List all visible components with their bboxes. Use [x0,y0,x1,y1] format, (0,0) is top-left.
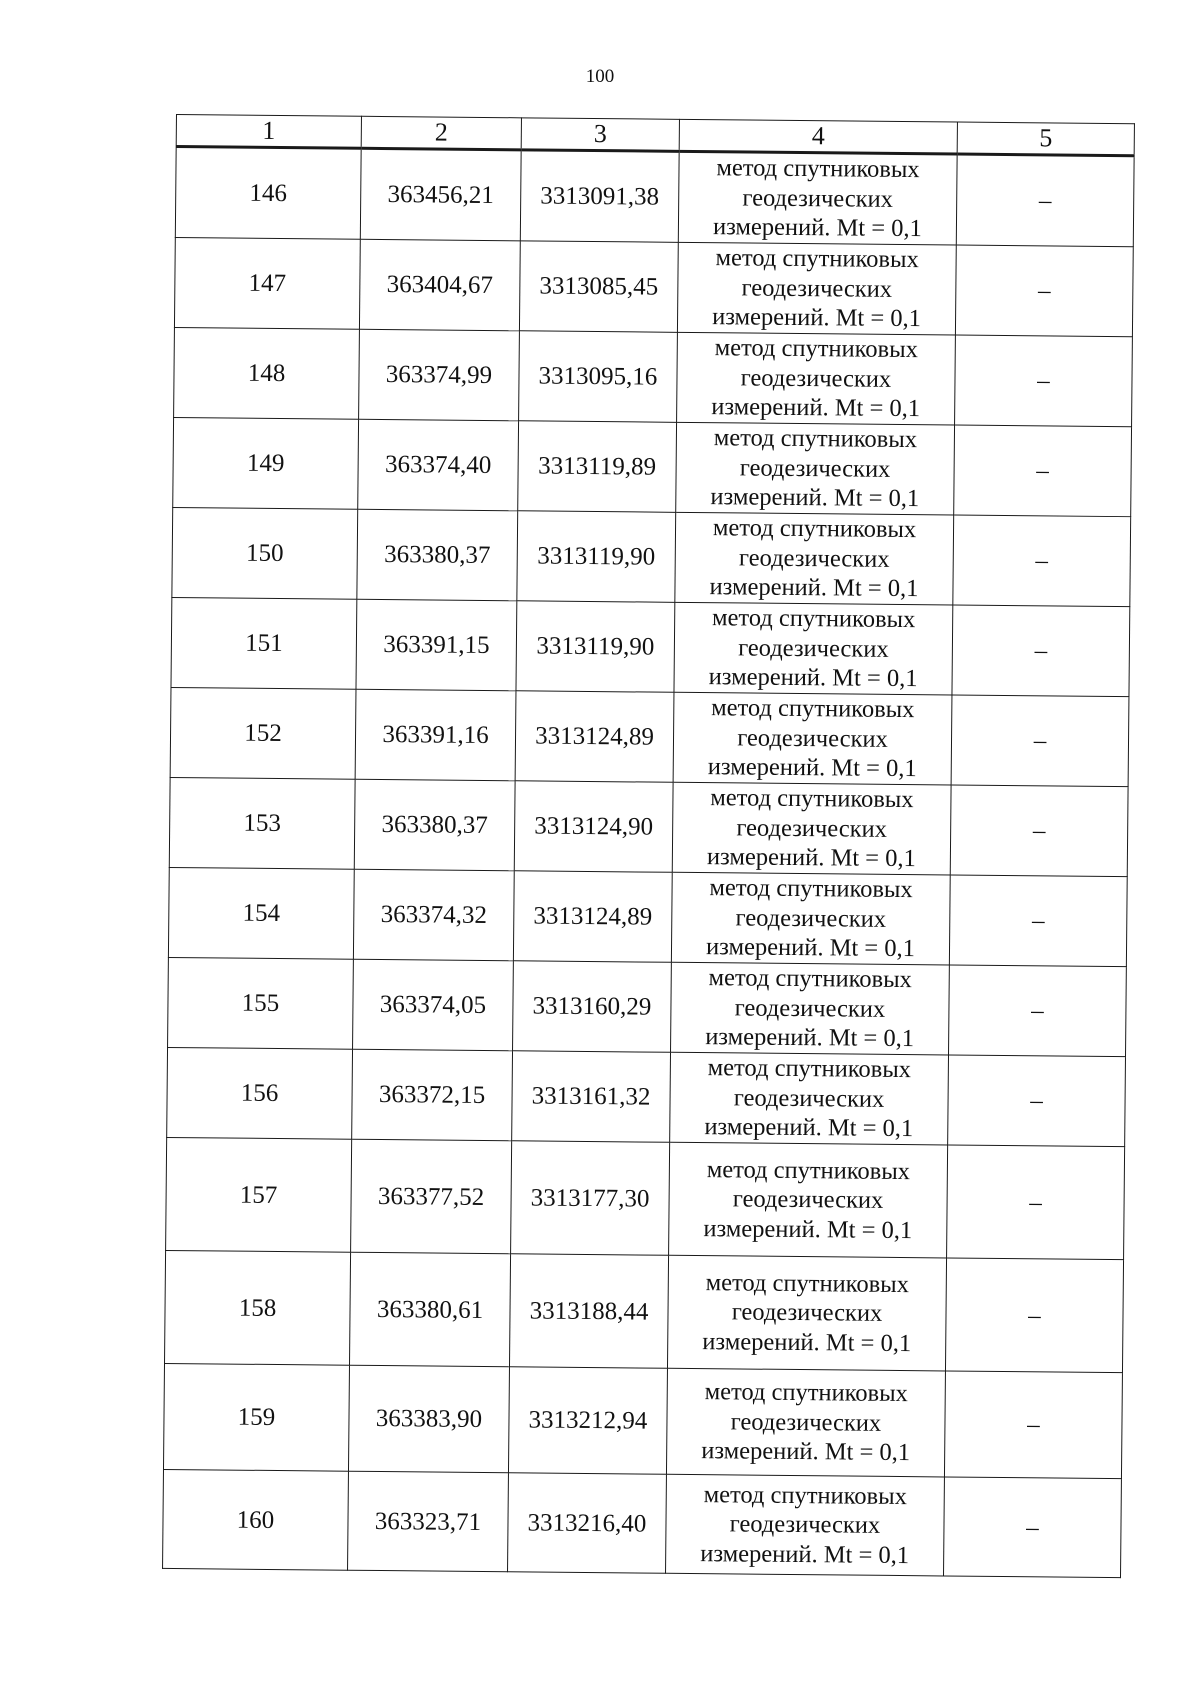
point-number-cell: 153 [169,777,355,869]
method-cell [671,962,950,1055]
table-row [168,867,1127,966]
y-coordinate-cell: 3313119,90 [517,511,676,603]
table-row [171,597,1130,696]
method-line: метод спутниковых [716,154,920,184]
x-coordinate-cell: 363374,32 [353,869,514,961]
method-line: метод спутниковых [704,1378,909,1408]
column-header-point: 1 [176,115,361,149]
x-coordinate-cell: 363372,15 [352,1049,513,1141]
y-coordinate-cell: 3313124,89 [515,691,674,783]
method-line: метод спутниковых [715,244,919,274]
point-number-cell: 156 [167,1047,353,1139]
x-coordinate-cell: 363391,15 [356,599,517,691]
y-coordinate-cell: 3313085,45 [519,241,678,333]
method-cell [677,242,956,335]
method-line: геодезических [730,1408,882,1437]
table-row [172,507,1131,606]
method-line: метод спутниковых [714,334,919,364]
note-cell: – [951,695,1129,787]
method-cell [666,1474,945,1576]
point-number-cell: 154 [168,867,354,959]
point-number-cell: 147 [174,237,360,329]
method-cell [669,1142,948,1258]
method-line: геодезических [738,544,890,573]
table-row [165,1250,1124,1372]
method-line: измерений. Mt = 0,1 [708,663,918,693]
y-coordinate-cell: 3313091,38 [520,150,679,243]
method-cell [674,602,953,695]
point-number-cell: 152 [170,687,356,779]
note-cell: – [947,1145,1125,1260]
point-number-cell: 158 [165,1250,351,1365]
x-coordinate-cell: 363380,37 [357,509,518,601]
note-cell: – [944,1371,1122,1479]
table-row [168,957,1127,1056]
x-coordinate-cell: 363380,61 [349,1252,510,1367]
method-line: геодезических [740,364,892,393]
y-coordinate-cell: 3313124,89 [513,871,672,963]
table-row [170,687,1129,786]
method-line: метод спутниковых [710,784,914,814]
note-cell: – [955,245,1133,337]
method-line: измерений. Mt = 0,1 [712,213,922,243]
method-line: геодезических [742,184,894,213]
x-coordinate-cell: 363383,90 [348,1365,509,1473]
method-line: метод спутниковых [713,424,918,454]
note-cell: – [952,605,1130,697]
table-row [175,147,1134,247]
table-row [166,1137,1125,1259]
x-coordinate-cell: 363374,99 [359,329,520,421]
table-row [163,1363,1122,1478]
column-header-method: 4 [679,119,957,154]
note-cell: – [944,1477,1122,1578]
method-line: геодезических [739,454,891,483]
method-line: геодезических [729,1510,881,1540]
table-row [174,237,1133,336]
point-number-cell: 150 [172,507,358,599]
method-line: метод спутниковых [706,1155,911,1185]
x-coordinate-cell: 363404,67 [359,239,520,331]
method-line: измерений. Mt = 0,1 [712,303,922,333]
x-coordinate-cell: 363374,05 [353,959,514,1051]
point-number-cell: 160 [163,1469,349,1570]
note-cell: – [950,785,1128,877]
method-line: метод спутниковых [708,964,912,994]
method-line: метод спутниковых [707,1054,912,1084]
point-number-cell: 148 [174,327,360,419]
method-line: измерений. Mt = 0,1 [705,933,916,963]
method-line: геодезических [736,814,888,843]
x-coordinate-cell: 363391,16 [355,689,516,781]
x-coordinate-cell: 363377,52 [351,1139,512,1254]
note-cell: – [949,875,1127,967]
y-coordinate-cell: 3313177,30 [511,1141,670,1256]
method-line: метод спутниковых [712,514,917,544]
method-line: измерений. Mt = 0,1 [705,1023,915,1053]
column-header-x: 2 [361,116,521,150]
method-line: метод спутниковых [711,694,915,724]
point-number-cell: 151 [171,597,357,689]
method-line: геодезических [737,724,888,753]
table-row [173,417,1132,516]
y-coordinate-cell: 3313160,29 [513,961,672,1053]
method-line: измерений. Mt = 0,1 [702,1327,912,1357]
note-cell: – [953,515,1131,607]
point-number-cell: 146 [175,147,361,240]
method-line: геодезических [734,994,886,1023]
method-line: измерений. Mt = 0,1 [709,573,919,603]
note-cell: – [949,965,1127,1057]
y-coordinate-cell: 3313161,32 [512,1051,671,1143]
x-coordinate-cell: 363456,21 [360,148,521,241]
method-line: геодезических [731,1298,883,1328]
point-number-cell: 157 [166,1137,352,1252]
page-number: 100 [585,66,615,87]
note-cell: – [956,154,1134,247]
y-coordinate-cell: 3313119,89 [518,421,677,513]
coordinates-table [162,114,1135,1578]
method-line: метод спутниковых [705,1268,910,1298]
method-line: измерений. Mt = 0,1 [711,393,921,423]
method-line: метод спутниковых [709,874,913,904]
note-cell: – [945,1258,1123,1373]
y-coordinate-cell: 3313124,90 [514,781,673,873]
y-coordinate-cell: 3313212,94 [508,1367,667,1475]
y-coordinate-cell: 3313095,16 [519,331,678,423]
table-row [174,327,1133,426]
x-coordinate-cell: 363380,37 [354,779,515,871]
x-coordinate-cell: 363374,40 [358,419,519,511]
method-cell [676,422,955,515]
method-cell [678,151,957,245]
x-coordinate-cell: 363323,71 [348,1471,509,1572]
method-cell [670,1052,949,1145]
method-cell [666,1368,945,1477]
point-number-cell: 149 [173,417,359,509]
method-line: геодезических [733,1084,885,1113]
method-line: метод спутниковых [711,604,916,634]
method-cell [675,512,954,605]
y-coordinate-cell: 3313188,44 [509,1254,668,1369]
table-row [163,1469,1122,1577]
method-line: измерений. Mt = 0,1 [706,843,916,873]
method-line: измерений. Mt = 0,1 [704,1113,914,1143]
note-cell: – [954,425,1132,517]
y-coordinate-cell: 3313119,90 [516,601,675,693]
column-header-note: 5 [957,122,1134,156]
method-line: измерений. Mt = 0,1 [701,1437,911,1467]
method-line: геодезических [738,634,889,663]
y-coordinate-cell: 3313216,40 [508,1473,667,1574]
method-line: измерений. Mt = 0,1 [703,1214,913,1244]
table-row [169,777,1128,876]
method-cell [671,872,950,965]
point-number-cell: 155 [168,957,354,1049]
method-cell [672,782,951,875]
method-line: измерений. Mt = 0,1 [700,1539,910,1569]
method-line: метод спутниковых [703,1480,908,1510]
method-line: геодезических [732,1185,884,1215]
method-line: геодезических [741,274,893,303]
method-line: геодезических [735,904,887,933]
note-cell: – [948,1055,1126,1147]
method-line: измерений. Mt = 0,1 [707,753,917,783]
column-header-y: 3 [521,118,679,152]
note-cell: – [955,335,1133,427]
table-row [167,1047,1126,1146]
method-line: измерений. Mt = 0,1 [710,483,920,513]
method-cell [667,1255,946,1371]
method-cell [677,332,956,425]
point-number-cell: 159 [163,1363,349,1471]
method-cell [673,692,952,785]
